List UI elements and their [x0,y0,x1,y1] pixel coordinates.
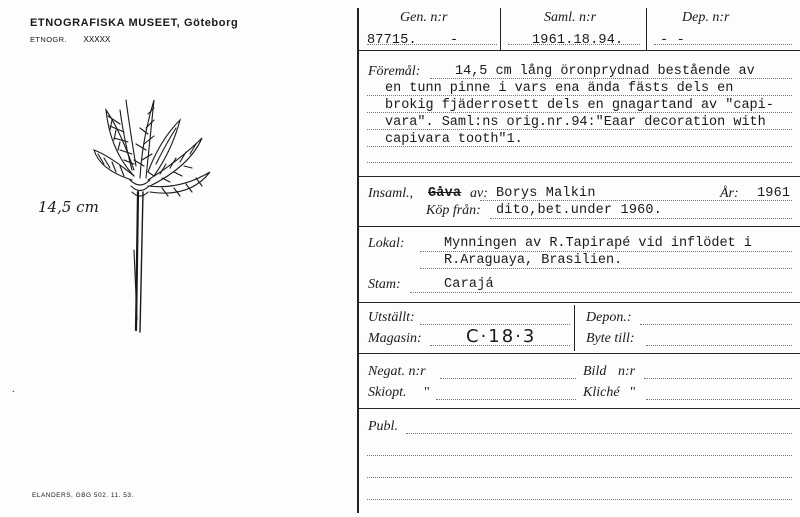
dep-dotted [654,44,792,45]
number-col-divider-1 [500,8,501,50]
dep-nr-label: Dep. n:r [682,10,730,25]
insaml-dotted-1 [480,200,792,201]
row-divider [359,50,800,51]
saml-nr-label: Saml. n:r [544,10,597,25]
utstallt-label: Utställt: [368,310,415,325]
year-value: 1961 [757,186,791,201]
saml-nr-value: 1961.18.94. [532,33,624,48]
etnogr-struck-marks: XXXXX [83,35,111,45]
depon-label: Depon.: [586,310,632,325]
gen-nr-dash: - [450,33,459,48]
insaml-struck-word: Gåva [428,186,462,201]
gen-dotted [367,44,497,45]
publ-dotted-1 [406,433,792,434]
foremal-line-3: brokig fjäderrosett dels en gnagartand av "capi- [385,98,774,113]
foremal-dotted-4 [367,129,792,130]
lokal-line-1: Mynningen av R.Tapirapé vid inflödet i [444,236,752,251]
negat-nr-label: Negat. n:r [368,364,426,379]
foremal-label: Föremål: [368,64,421,79]
museum-title: ETNOGRAFISKA MUSEET, Göteborg [30,17,239,29]
publ-dotted-3 [367,477,792,478]
stam-value: Carajá [444,277,494,292]
foremal-dotted-6 [367,162,792,163]
foremal-dotted-5 [367,146,792,147]
year-label: År: [720,186,739,201]
dep-nr-value: - - [660,33,685,48]
byte-till-label: Byte till: [586,331,635,346]
lokal-label: Lokal: [368,236,405,251]
skiopt-dotted [436,399,576,400]
publ-label: Publ. [368,419,398,434]
collector-name: Borys Malkin [496,186,596,201]
saml-dotted [508,44,640,45]
storage-col-divider [574,305,575,351]
kop-fran-label: Köp från: [426,203,481,218]
row-divider [359,176,800,177]
insaml-av-label: av: [470,186,488,201]
foremal-line-1: 14,5 cm lång öronprydnad bestående av [455,64,755,79]
row-divider [359,302,800,303]
stray-mark: . [12,384,15,395]
gen-nr-value: 87715. [367,33,417,48]
depon-dotted [640,324,792,325]
kliche-dotted [646,399,792,400]
bild-label: Bild [583,364,607,379]
printer-imprint: ELANDERS, GBG 502. 11. 53. [32,492,134,499]
bild-nr-label: n:r [618,364,636,379]
measurement-note: 14,5 cm [38,198,99,216]
panel-divider [357,8,359,513]
etnogr-label: ETNOGR. [30,35,67,44]
foremal-dotted-3 [367,112,792,113]
kliche-label: Kliché [583,385,620,400]
magasin-dotted [430,345,570,346]
magasin-label: Magasin: [368,331,422,346]
foremal-line-4: vara". Saml:ns orig.nr.94:"Eaar decoration with [385,115,766,130]
lokal-dotted-1 [420,251,792,252]
byte-dotted [646,345,792,346]
etnogr-line [30,35,110,45]
magasin-handwritten: C·18·3 [466,326,537,347]
number-col-divider-2 [646,8,647,50]
foremal-line-2: en tunn pinne i vars ena ända fästs dels en [385,81,734,96]
stam-dotted [410,292,792,293]
row-divider [359,408,800,409]
skiopt-ditto: " [424,385,430,400]
row-divider [359,226,800,227]
utstallt-dotted [420,324,570,325]
skiopt-label: Skiopt. [368,385,407,400]
stam-label: Stam: [368,277,401,292]
foremal-line-5: capivara tooth"1. [385,132,523,147]
negat-dotted [440,378,576,379]
insaml-label: Insaml., [368,186,414,201]
lokal-line-2: R.Araguaya, Brasilien. [444,253,623,268]
publ-dotted-2 [367,455,792,456]
foremal-dotted-2 [367,95,792,96]
row-divider [359,353,800,354]
gen-nr-label: Gen. n:r [400,10,448,25]
insaml-dotted-2 [490,218,792,219]
kliche-ditto: " [630,385,636,400]
kop-fran-value: dito,bet.under 1960. [496,203,663,218]
publ-dotted-4 [367,499,792,500]
foremal-dotted-1 [430,78,792,79]
lokal-dotted-2 [420,268,792,269]
bild-dotted [644,378,792,379]
